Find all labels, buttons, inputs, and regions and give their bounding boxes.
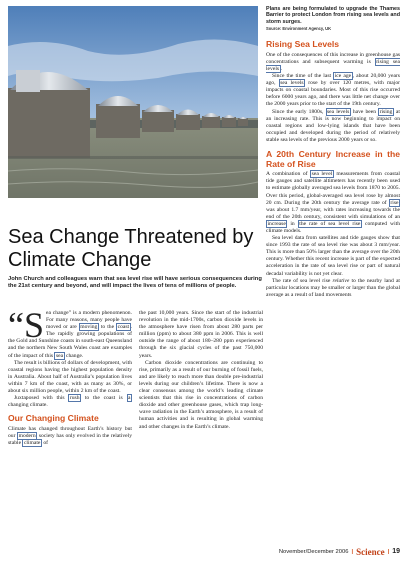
paragraph: Climate has changed throughout Earth’s history but our modern society has only evolved in the relatively stable climate of xyxy=(8,425,132,447)
highlight: climate xyxy=(23,440,41,447)
right-column xyxy=(266,6,400,299)
paragraph: “Sea change” is a modern phenomenon. For many reasons, many people have moved or are moving to the coast . The rapidly growing populations of the Gold and Sunshine coasts in south-east Queensland and the northern New South Wales coast are examples of the impact of this sea change. xyxy=(8,305,132,359)
paragraph: Sea level data from satellites and tide gauges show that since 1993 the rate of sea level rise was about 3 mm/year. This is more than 50% larger than the average over the 20th century. Whether this recent increase is part of the expected acceleration in the rate of sea level rise or part of natural decadal variability is not yet clear. xyxy=(266,235,400,277)
paragraph: Since the early 1800s, sea levels have been rising at an increasing rate. This is now beginning to impact on coastal regions and low-lying islands that have been occupied and developed during the period of relatively stable sea levels of the previous 2000 years or so. xyxy=(266,108,400,143)
footer-divider: | xyxy=(387,549,390,555)
photo-source: Source: Environment Agency, UK xyxy=(266,26,332,32)
highlight: moving xyxy=(80,324,98,331)
highlight: rush xyxy=(69,395,80,402)
highlight: rising sea levels xyxy=(266,58,400,72)
paragraph: The rate of sea level rise relative to the nearby land at particular locations may be smaller or larger than the global average as a result of land movements xyxy=(266,277,400,298)
drop-cap: “S xyxy=(8,305,44,345)
page-footer xyxy=(248,548,400,556)
heading-rising-sea-levels: Rising Sea Levels xyxy=(266,39,340,50)
paragraph: Juxtaposed with this rush to the coast is a changing climate. xyxy=(8,395,131,409)
highlight: rise xyxy=(390,199,399,206)
article-title: Sea Change Threatened by Climate Change xyxy=(8,226,254,271)
column-1 xyxy=(8,305,132,447)
paragraph: Since the time of the last ice age , about 20,000 years ago, sea levels rose by over 120 metres, with major impacts on coastal boundaries. Most of this rise occurred before 6000 years ago, and there was little net change over the 2000 years prior to the start of the 19th century. xyxy=(266,73,401,108)
thames-barrier-photo xyxy=(8,6,258,198)
paragraph: the past 10,000 years. Since the start of the industrial revolution in the mid-1700s, carbon dioxide levels in the atmosphere have risen from about 280 parts per million (ppm) to about 380 ppm in 2006. This is well outside the range of about 180–280 ppm experienced through the six glacial cycles of the past 750,000 years. xyxy=(139,310,263,359)
standfirst: John Church and colleagues warn that sea level rise will have serious consequences during the 21st century and beyond, and will impact the lives of tens of millions of people. xyxy=(8,276,262,290)
column-2 xyxy=(139,310,263,431)
magazine-logo: Science xyxy=(356,547,385,557)
paragraph: The result is billions of dollars of development, with coastal regions having the highest population density in Australia. About half of Australia’s population lives within 7 km of the coast, with as many as 30%, or about six million people, within 2 km of the coast. xyxy=(8,359,132,395)
heading-our-changing-climate: Our Changing Climate xyxy=(8,413,99,424)
heading-20th-century-increase: A 20th Century Increase in the Rate of Rise xyxy=(266,149,400,169)
highlight: sea levels xyxy=(327,108,350,115)
highlight: sea levels xyxy=(280,80,304,87)
highlight: sea level xyxy=(311,171,333,178)
paragraph: Carbon dioxide concentrations are continuing to rise, primarily as a result of our burning of fossil fuels, and are likely to reach more than double pre-industrial levels during our children’s lifetime. There is now a clear consensus among the world’s leading climate scientists that this rise in concentrations of carbon dioxide and other greenhouse gases, which trap long-wave radiation in the Earth’s atmosphere, is a result of human activities and is resulting in global warming and other changes in the Earth’s climate. xyxy=(139,359,263,430)
highlight: the rate of sea level rise xyxy=(299,220,361,227)
issue-date: November/December 2006 xyxy=(278,549,349,555)
highlight: modern xyxy=(18,433,36,439)
highlight: ice age xyxy=(334,73,352,80)
highlight: rising xyxy=(379,108,393,115)
paragraph: One of the consequences of this increase in greenhouse gas concentrations and subsequent warming is rising sea levels . xyxy=(266,51,400,72)
highlight: sea xyxy=(55,352,64,359)
footer-divider: | xyxy=(351,549,354,555)
highlight: coast xyxy=(117,324,130,331)
page-number: 19 xyxy=(392,548,400,555)
paragraph: A combination of sea level measurements from coastal tide gauges and satellite altimeters has recently been used to estimate globally averaged sea levels from 1870 to 2005. Over this period, global-averaged sea level rose by almost 20 cm. During the 20th century the average rate of rise was about 1.7 mm/year, with rates increasing towards the end of the 20th century, consistent with simulations of an increase in the rate of sea level rise computed with climate models. xyxy=(266,171,400,234)
photo-caption: Plans are being formulated to upgrade the Thames Barrier to protect London from rising sea levels and storm surges. xyxy=(266,6,400,25)
highlight: a xyxy=(128,395,131,402)
highlight: increase xyxy=(267,220,286,227)
